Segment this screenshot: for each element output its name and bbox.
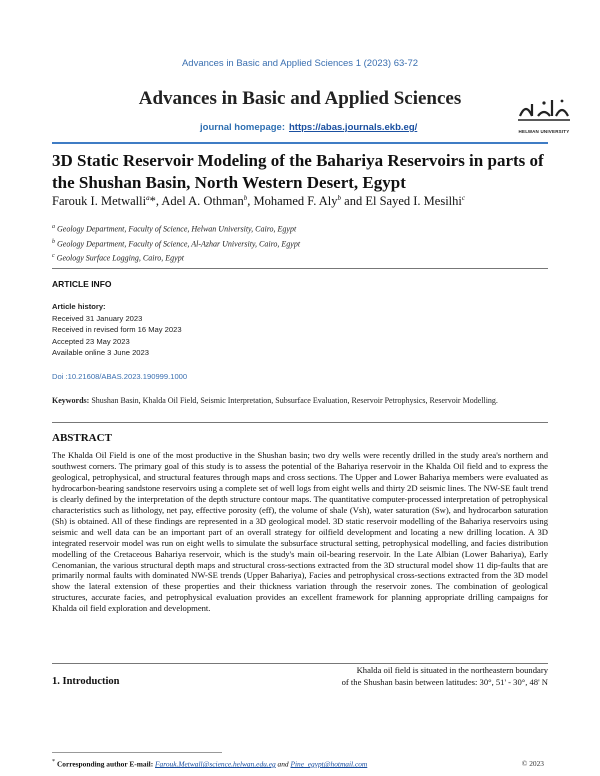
section-divider — [52, 268, 548, 269]
homepage-label: journal homepage: — [200, 122, 285, 133]
author-affil-mark: c — [461, 194, 465, 202]
university-logo — [514, 94, 574, 138]
affiliation-mark: b — [52, 238, 55, 245]
article-history — [52, 301, 182, 359]
author-affil-mark: a — [146, 194, 150, 202]
introduction-heading: 1. Introduction — [52, 676, 120, 687]
article-info-heading: ARTICLE INFO — [52, 279, 112, 289]
author-name: Farouk I. Metwalli — [52, 194, 147, 209]
university-logo-text: HELWAN UNIVERSITY — [518, 129, 570, 134]
footnote-rule — [52, 752, 222, 753]
affiliation-item — [52, 221, 552, 236]
online-date: Available online 3 June 2023 — [52, 348, 149, 358]
affiliation-text: Geology Department, Faculty of Science, Helwan University, Cairo, Egypt — [55, 224, 297, 234]
affiliation-text: Geology Surface Logging, Cairo, Egypt — [54, 253, 184, 263]
homepage-link[interactable]: https://abas.journals.ekb.eg/ — [288, 122, 418, 133]
header-rule — [52, 142, 548, 144]
affiliation-mark: c — [52, 253, 55, 260]
university-logo-icon — [516, 94, 572, 128]
author-separator: *, — [149, 194, 162, 209]
received-date: Received 31 January 2023 — [52, 313, 143, 323]
footnote-star: * — [52, 759, 56, 765]
section-divider — [52, 422, 548, 423]
author-affil-mark: b — [243, 194, 248, 202]
history-label: Article history: — [52, 302, 106, 311]
corresponding-author-footnote — [52, 759, 548, 768]
author-list — [52, 194, 552, 209]
journal-homepage — [200, 122, 417, 133]
footnote-and: and — [277, 759, 289, 769]
abstract-heading: ABSTRACT — [52, 432, 112, 444]
email-link[interactable]: Farouk.Metwall@science.helwan.edu.eg — [155, 759, 276, 769]
section-divider — [52, 663, 548, 664]
email-link[interactable]: Pine_egypt@hotmail.com — [290, 759, 368, 769]
intro-line: of the Shushan basin between latitudes: 30°, 51' - 30°, 48' N — [341, 676, 548, 687]
keywords — [52, 395, 548, 406]
affiliation-item — [52, 236, 552, 251]
footnote-label: Corresponding author E-mail: — [56, 759, 154, 769]
author-separator: and — [341, 194, 366, 209]
affiliation-text: Geology Department, Faculty of Science, Al-Azhar University, Cairo, Egypt — [55, 239, 301, 249]
accepted-date: Accepted 23 May 2023 — [52, 336, 130, 346]
intro-line: Khalda oil field is situated in the northeastern boundary — [356, 665, 548, 675]
journal-title: Advances in Basic and Applied Sciences — [138, 88, 462, 109]
author-name: Mohamed F. Aly — [253, 194, 338, 209]
keywords-label: Keywords: — [52, 396, 90, 405]
author-name: El Sayed I. Mesilhi — [365, 194, 462, 209]
author-separator: , — [247, 194, 254, 209]
affiliation-item — [52, 250, 552, 265]
affiliation-mark: a — [52, 224, 55, 230]
affiliations — [52, 221, 552, 265]
introduction-text — [300, 665, 548, 688]
author-affil-mark: b — [337, 194, 342, 202]
abstract-text: The Khalda Oil Field is one of the most productive in the Shushan basin; two dry wells were recently drilled in the study area's northern and southwest corners. The primary goal of this study is to assess the potential of the Bahariya reservoir in the Khalda Oil field and to express the geological, petrophysical, and structural features through maps and cross sections. The Upper and Lower Bahariya members were evaluated as hydrocarbon-bearing sandstone reservoirs using a complete set of well logs from eight wells and thirty 2D seismic lines. The NW-SE fault trend is clearly defined by the interpretation of the depth structure contour maps. The quantitative computer-processed interpretation of petrophysical characteristics such as lithology, net pay, effective porosity (eff), the volume of shale (Vsh), water saturation (Sw), and hydrocarbon saturation (Sh) is obtained. All of these findings are represented in a 3D geological model. 3D static reservoir modelling of the Bahariya reservoirs using seismic and well data can be an important part of an overall strategy for oilfield development and locating a new drilling location. A 3D integrated reservoir model was run on eight wells to simulate the subsurface structural setting, petrophysical modelling, and facies distribution modelling of the Cretaceous Bahariya reservoir, which is the study's main oil-bearing reservoir. In the Late Albian (Lower Bahariya), Early Cenomanian, the various structural depth maps and structural cross-sections extracted from the 3D structural model show 11 dip-faults that are primarily normal faults with dominated NW-SE trends (Upper Bahariya), Facies and petrophysical cross-sections extracted from the 3D model show the lateral extension of these properties and their thickness variation through the reservoir zones. The combination of geological structures, accurate facies, and petrophysical evaluation provides an excellent framework for planning appropriate drilling campaigns for Khalda oil field exploration and development. — [52, 450, 548, 614]
doi-link[interactable]: Doi :10.21608/ABAS.2023.190999.1000 — [52, 372, 188, 381]
journal-citation: Advances in Basic and Applied Sciences 1 (2023) 63-72 — [181, 58, 419, 69]
author-name: Adel A. Othman — [161, 194, 244, 209]
revised-date: Received in revised form 16 May 2023 — [52, 325, 182, 335]
paper-title: 3D Static Reservoir Modeling of the Bahariya Reservoirs in parts of the Shushan Basin, North Western Desert, Egypt — [52, 151, 544, 192]
copyright: © 2023 — [521, 759, 544, 768]
keywords-text: Shushan Basin, Khalda Oil Field, Seismic Interpretation, Subsurface Evaluation, Reservoir Petrophysics, Reservoir Modelling. — [91, 396, 498, 405]
